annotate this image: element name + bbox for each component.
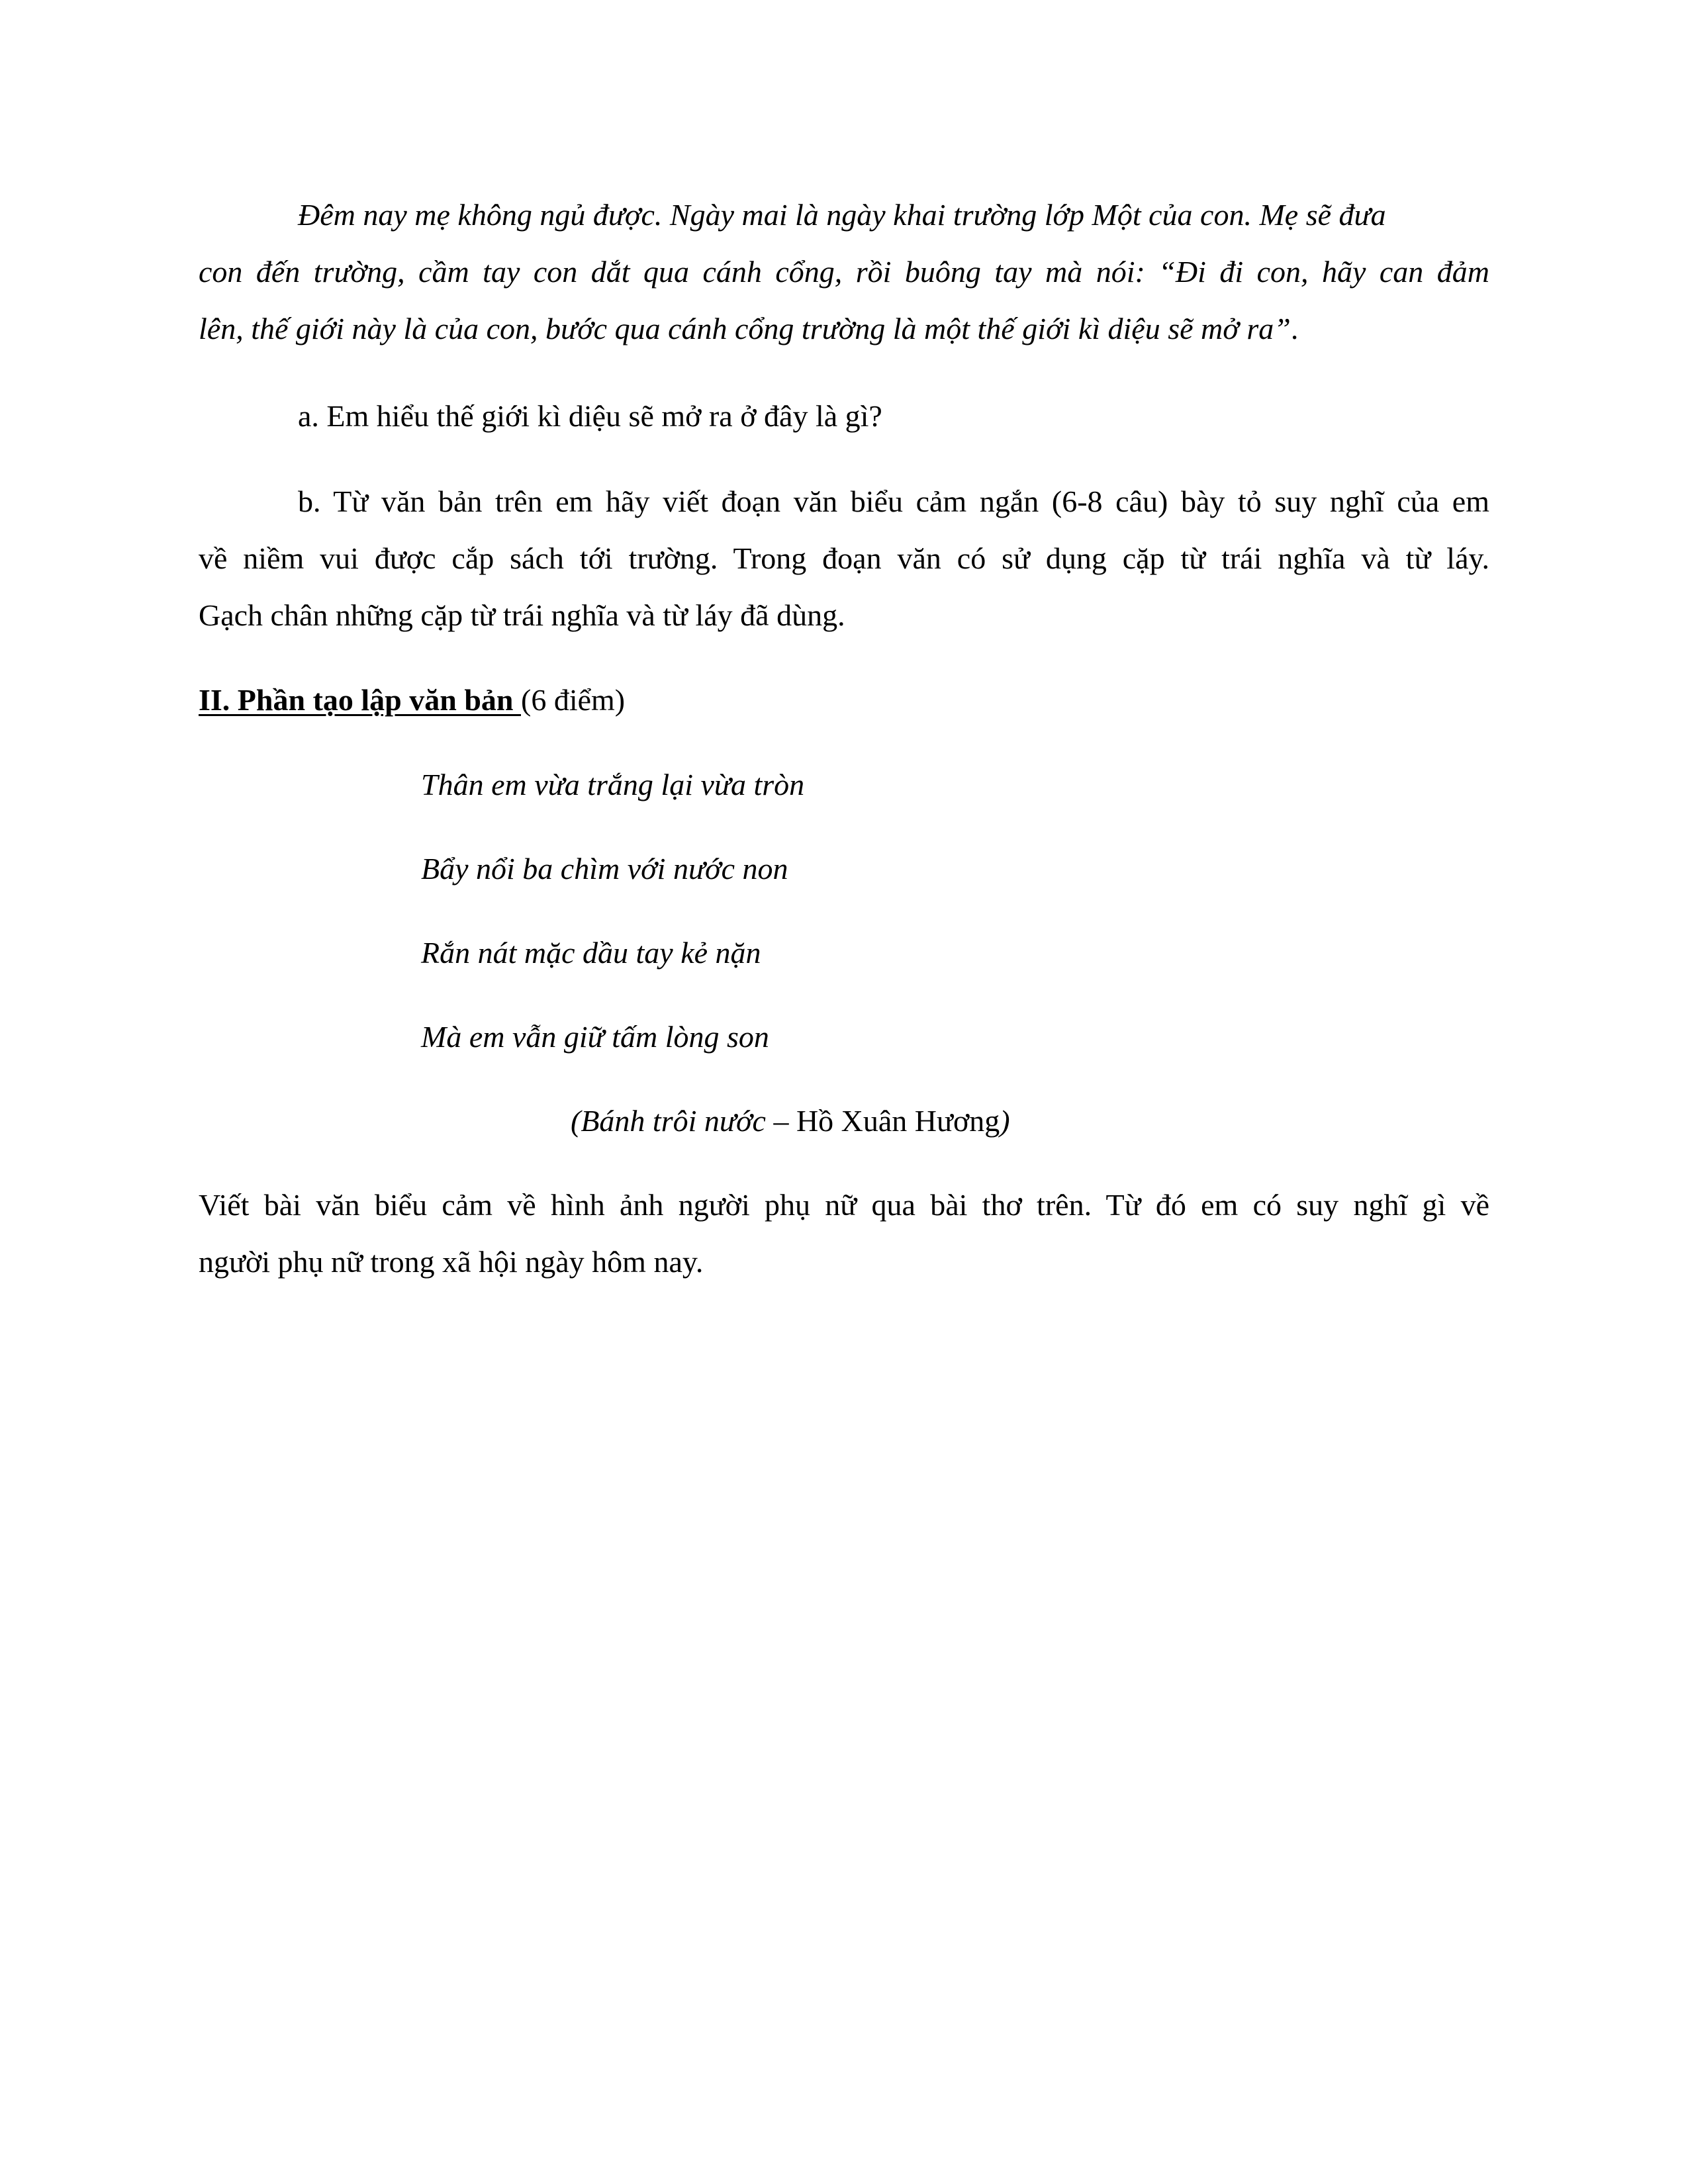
passage-line-3-period: . bbox=[1290, 312, 1299, 345]
question-b-line-2: về niềm vui được cắp sách tới trường. Trong đoạn văn có sử dụng cặp từ trái nghĩa và từ láy. bbox=[199, 541, 1489, 575]
poem-line-1: Thân em vừa trắng lại vừa tròn bbox=[421, 768, 805, 801]
section-2-heading bbox=[199, 685, 625, 715]
passage-line-3-text: lên, thế giới này là của con, bước qua cánh cổng trường là một thế giới kì diệu sẽ mở ra” bbox=[199, 312, 1291, 345]
citation-title: Bánh trôi nước bbox=[581, 1104, 766, 1138]
section-2-points: (6 điểm) bbox=[521, 683, 626, 717]
task-line-1: Viết bài văn biểu cảm về hình ảnh người phụ nữ qua bài thơ trên. Từ đó em có suy nghĩ gì về bbox=[199, 1188, 1489, 1222]
poem-line-4: Mà em vẫn giữ tấm lòng son bbox=[421, 1020, 769, 1054]
poem-citation bbox=[571, 1106, 1010, 1136]
poem-line-3: Rắn nát mặc dầu tay kẻ nặn bbox=[421, 936, 761, 970]
citation-open-paren: ( bbox=[571, 1104, 581, 1138]
question-b-line-1: b. Từ văn bản trên em hãy viết đoạn văn biểu cảm ngắn (6-8 câu) bày tỏ suy nghĩ của em bbox=[298, 484, 1489, 518]
citation-author: Hồ Xuân Hương bbox=[796, 1104, 1000, 1138]
citation-separator: – bbox=[765, 1104, 796, 1138]
section-2-title: II. Phần tạo lập văn bản bbox=[199, 683, 521, 717]
task-line-2: người phụ nữ trong xã hội ngày hôm nay. bbox=[199, 1245, 704, 1279]
question-b-line-3: Gạch chân những cặp từ trái nghĩa và từ láy đã dùng. bbox=[199, 598, 845, 632]
poem-line-2: Bẩy nổi ba chìm với nước non bbox=[421, 852, 788, 886]
passage-line-2: con đến trường, cầm tay con dắt qua cánh cổng, rồi buông tay mà nói: “Đi đi con, hãy can đảm bbox=[199, 255, 1489, 289]
passage-line-3 bbox=[199, 314, 1298, 344]
citation-close-paren: ) bbox=[1000, 1104, 1010, 1138]
question-a: a. Em hiểu thế giới kì diệu sẽ mở ra ở đây là gì? bbox=[298, 399, 882, 433]
passage-line-1: Đêm nay mẹ không ngủ được. Ngày mai là ngày khai trường lớp Một của con. Mẹ sẽ đưa bbox=[298, 198, 1386, 232]
